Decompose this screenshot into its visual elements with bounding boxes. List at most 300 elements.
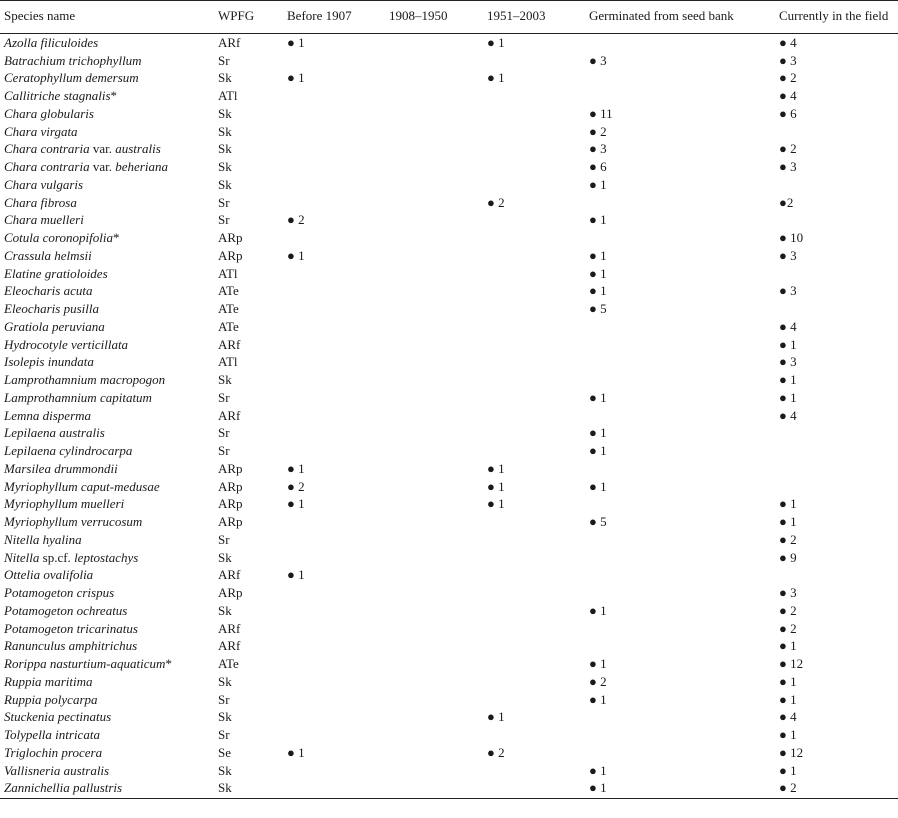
seed-bank-cell: ● 1 — [589, 389, 607, 405]
period-1908-1950-cell — [385, 229, 483, 247]
header-species: Species name — [0, 0, 214, 33]
before-1907-cell: ● 2 — [287, 478, 305, 494]
species-name-cell — [0, 406, 214, 424]
species-name-cell — [0, 424, 214, 442]
seed-bank-cell: ● 1 — [589, 283, 607, 299]
period-1951-2003-cell: ● 2 — [487, 194, 505, 210]
before-1907-cell — [283, 619, 385, 637]
before-1907-cell — [283, 726, 385, 744]
seed-bank-cell — [585, 584, 775, 602]
before-1907-cell — [283, 424, 385, 442]
wpfg-cell: Sk — [218, 762, 232, 778]
species-name-cell — [0, 761, 214, 779]
species-name-cell — [0, 477, 214, 495]
period-1951-2003-cell: ● 2 — [487, 744, 505, 760]
before-1907-cell: ● 1 — [287, 70, 305, 86]
wpfg-cell: ARp — [218, 230, 243, 246]
period-1908-1950-cell — [385, 69, 483, 87]
species-name: Eleocharis acuta — [4, 283, 93, 299]
field-cell: ● 2 — [779, 70, 797, 86]
field-cell: ● 12 — [779, 744, 804, 760]
table-row — [0, 371, 898, 389]
period-1908-1950-cell — [385, 318, 483, 336]
table-row — [0, 211, 898, 229]
period-1908-1950-cell — [385, 122, 483, 140]
field-cell: ● 3 — [779, 585, 797, 601]
species-name: Nitella hyalina — [4, 531, 82, 547]
wpfg-cell: ARf — [218, 638, 241, 654]
species-name-qualifier: * — [165, 656, 172, 672]
seed-bank-cell: ● 1 — [589, 247, 607, 263]
before-1907-cell: ● 1 — [287, 35, 305, 51]
seed-bank-cell — [585, 335, 775, 353]
species-name-cell — [0, 158, 214, 176]
species-name-cell — [0, 247, 214, 265]
before-1907-cell — [283, 193, 385, 211]
species-name-cell — [0, 353, 214, 371]
species-name: Rorippa nasturtium-aquaticum — [4, 656, 166, 672]
before-1907-cell — [283, 122, 385, 140]
species-name: Elatine gratioloides — [4, 265, 108, 281]
before-1907-cell — [283, 690, 385, 708]
field-cell: ● 9 — [779, 549, 797, 565]
seed-bank-cell: ● 1 — [589, 265, 607, 281]
species-name: Chara contraria — [4, 141, 90, 157]
wpfg-cell: Sk — [218, 141, 232, 157]
field-cell: ● 2 — [779, 531, 797, 547]
period-1908-1950-cell — [385, 87, 483, 105]
field-cell: ● 2 — [779, 141, 797, 157]
table-row — [0, 637, 898, 655]
before-1907-cell — [283, 300, 385, 318]
before-1907-cell — [283, 513, 385, 531]
before-1907-cell — [283, 371, 385, 389]
field-cell: ● 10 — [779, 230, 804, 246]
species-name-cell — [0, 69, 214, 87]
seed-bank-cell — [585, 87, 775, 105]
species-name: Ottelia ovalifolia — [4, 567, 94, 583]
table-row — [0, 779, 898, 799]
period-1951-2003-cell: ● 1 — [487, 35, 505, 51]
species-name-cell — [0, 442, 214, 460]
wpfg-cell: ATl — [218, 265, 238, 281]
table-row — [0, 690, 898, 708]
wpfg-cell: Sr — [218, 727, 230, 743]
field-cell: ● 2 — [779, 620, 797, 636]
before-1907-cell: ● 1 — [287, 460, 305, 476]
table-row — [0, 602, 898, 620]
species-name-qualifier: sp.cf. — [39, 549, 75, 565]
field-cell: ● 4 — [779, 318, 797, 334]
wpfg-cell: Sr — [218, 443, 230, 459]
period-1908-1950-cell — [385, 602, 483, 620]
before-1907-cell — [283, 584, 385, 602]
table-row — [0, 566, 898, 584]
period-1908-1950-cell — [385, 690, 483, 708]
table-row — [0, 264, 898, 282]
period-1951-2003-cell — [483, 51, 585, 69]
table-row — [0, 673, 898, 691]
period-1951-2003-cell — [483, 584, 585, 602]
field-cell — [775, 211, 898, 229]
period-1908-1950-cell — [385, 176, 483, 194]
period-1908-1950-cell — [385, 726, 483, 744]
period-1951-2003-cell — [483, 247, 585, 265]
field-cell: ● 3 — [779, 354, 797, 370]
seed-bank-cell — [585, 495, 775, 513]
species-name: Tolypella intricata — [4, 727, 100, 743]
species-name-cell — [0, 690, 214, 708]
period-1951-2003-cell: ● 1 — [487, 460, 505, 476]
species-name-cell — [0, 229, 214, 247]
table-header — [0, 1, 898, 34]
before-1907-cell: ● 1 — [287, 744, 305, 760]
before-1907-cell: ● 2 — [287, 212, 305, 228]
field-cell: ● 1 — [779, 691, 797, 707]
before-1907-cell — [283, 51, 385, 69]
species-name: Azolla filiculoides — [4, 35, 99, 51]
wpfg-cell: Sr — [218, 194, 230, 210]
period-1951-2003-cell — [483, 264, 585, 282]
field-cell — [775, 460, 898, 478]
seed-bank-cell — [585, 531, 775, 549]
wpfg-cell: Se — [218, 744, 231, 760]
field-cell — [775, 264, 898, 282]
table-row — [0, 708, 898, 726]
period-1908-1950-cell — [385, 566, 483, 584]
period-1951-2003-cell — [483, 122, 585, 140]
seed-bank-cell — [585, 34, 775, 52]
wpfg-cell: Sr — [218, 212, 230, 228]
wpfg-cell: ARf — [218, 567, 241, 583]
table-row — [0, 122, 898, 140]
period-1951-2003-cell — [483, 531, 585, 549]
field-cell: ● 4 — [779, 88, 797, 104]
period-1908-1950-cell — [385, 247, 483, 265]
seed-bank-cell — [585, 708, 775, 726]
species-name: Cotula coronopifolia — [4, 230, 113, 246]
seed-bank-cell: ● 5 — [589, 514, 607, 530]
table-row — [0, 176, 898, 194]
field-cell: ● 4 — [779, 709, 797, 725]
before-1907-cell — [283, 655, 385, 673]
species-name-qualifier: * — [110, 88, 118, 104]
table-row — [0, 619, 898, 637]
table-row — [0, 318, 898, 336]
table-row — [0, 531, 898, 549]
period-1908-1950-cell — [385, 761, 483, 779]
wpfg-cell: ATe — [218, 301, 239, 317]
species-name-cell — [0, 389, 214, 407]
seed-bank-cell — [585, 371, 775, 389]
species-name: Vallisneria australis — [4, 762, 110, 778]
species-name: Marsilea drummondii — [4, 460, 118, 476]
period-1908-1950-cell — [385, 442, 483, 460]
before-1907-cell — [283, 637, 385, 655]
period-1908-1950-cell — [385, 353, 483, 371]
species-name-cell — [0, 619, 214, 637]
before-1907-cell — [283, 140, 385, 158]
period-1951-2003-cell — [483, 140, 585, 158]
field-cell: ● 6 — [779, 105, 797, 121]
before-1907-cell — [283, 531, 385, 549]
period-1951-2003-cell — [483, 353, 585, 371]
before-1907-cell: ● 1 — [287, 247, 305, 263]
table-row — [0, 34, 898, 52]
table-row — [0, 406, 898, 424]
period-1908-1950-cell — [385, 424, 483, 442]
table-row — [0, 140, 898, 158]
period-1908-1950-cell — [385, 211, 483, 229]
period-1908-1950-cell — [385, 513, 483, 531]
period-1908-1950-cell — [385, 548, 483, 566]
species-name: Chara contraria — [4, 159, 90, 175]
header-seed-bank: Germinated from seed bank — [585, 0, 775, 33]
table-row — [0, 744, 898, 762]
period-1951-2003-cell: ● 1 — [487, 70, 505, 86]
field-cell: ● 2 — [779, 602, 797, 618]
field-cell: ● 4 — [779, 35, 797, 51]
seed-bank-cell: ● 1 — [589, 691, 607, 707]
table-row — [0, 51, 898, 69]
wpfg-cell: Sk — [218, 709, 232, 725]
seed-bank-cell — [585, 637, 775, 655]
period-1908-1950-cell — [385, 779, 483, 799]
before-1907-cell — [283, 176, 385, 194]
period-1951-2003-cell — [483, 566, 585, 584]
wpfg-cell: ATe — [218, 656, 239, 672]
period-1951-2003-cell — [483, 335, 585, 353]
table-row — [0, 158, 898, 176]
period-1908-1950-cell — [385, 371, 483, 389]
seed-bank-cell: ● 1 — [589, 656, 607, 672]
wpfg-cell: ARp — [218, 460, 243, 476]
field-cell — [775, 424, 898, 442]
field-cell: ● 1 — [779, 514, 797, 530]
species-epithet: leptostachys — [74, 549, 139, 565]
species-name-cell — [0, 87, 214, 105]
period-1908-1950-cell — [385, 673, 483, 691]
field-cell — [775, 477, 898, 495]
seed-bank-cell: ● 1 — [589, 425, 607, 441]
species-name-cell — [0, 584, 214, 602]
period-1951-2003-cell — [483, 105, 585, 123]
table-row — [0, 193, 898, 211]
species-name-cell — [0, 744, 214, 762]
table-row — [0, 424, 898, 442]
species-name-cell — [0, 495, 214, 513]
species-name: Ceratophyllum demersum — [4, 70, 139, 86]
species-name-cell — [0, 371, 214, 389]
species-name-cell — [0, 300, 214, 318]
before-1907-cell — [283, 548, 385, 566]
seed-bank-cell — [585, 193, 775, 211]
wpfg-cell: ARp — [218, 247, 243, 263]
period-1908-1950-cell — [385, 655, 483, 673]
period-1951-2003-cell — [483, 602, 585, 620]
species-name-cell — [0, 193, 214, 211]
period-1908-1950-cell — [385, 51, 483, 69]
before-1907-cell: ● 1 — [287, 567, 305, 583]
species-name: Potamogeton ochreatus — [4, 602, 128, 618]
species-name: Lamprothamnium capitatum — [4, 389, 152, 405]
species-name-cell — [0, 176, 214, 194]
seed-bank-cell — [585, 619, 775, 637]
seed-bank-cell: ● 5 — [589, 301, 607, 317]
field-cell: ●2 — [779, 194, 794, 210]
species-name-cell — [0, 602, 214, 620]
species-name: Myriophyllum caput-medusae — [4, 478, 160, 494]
field-cell: ● 1 — [779, 727, 797, 743]
seed-bank-cell: ● 1 — [589, 602, 607, 618]
species-name: Potamogeton crispus — [4, 585, 115, 601]
seed-bank-cell — [585, 229, 775, 247]
species-name: Eleocharis pusilla — [4, 301, 99, 317]
species-name: Ranunculus amphitrichus — [4, 638, 138, 654]
period-1908-1950-cell — [385, 264, 483, 282]
wpfg-cell: Sk — [218, 549, 232, 565]
before-1907-cell — [283, 105, 385, 123]
seed-bank-cell: ● 1 — [589, 478, 607, 494]
period-1908-1950-cell — [385, 584, 483, 602]
period-1908-1950-cell — [385, 406, 483, 424]
field-cell — [775, 176, 898, 194]
before-1907-cell — [283, 282, 385, 300]
species-name-cell — [0, 566, 214, 584]
species-name-cell — [0, 140, 214, 158]
header-wpfg: WPFG — [214, 0, 283, 33]
wpfg-cell: ATe — [218, 318, 239, 334]
species-name: Nitella — [4, 549, 40, 565]
species-name-cell — [0, 531, 214, 549]
period-1951-2003-cell — [483, 158, 585, 176]
species-name-cell — [0, 335, 214, 353]
header-1908-1950: 1908–1950 — [385, 0, 483, 33]
period-1908-1950-cell — [385, 619, 483, 637]
seed-bank-cell: ● 3 — [589, 52, 607, 68]
before-1907-cell — [283, 406, 385, 424]
period-1951-2003-cell — [483, 548, 585, 566]
seed-bank-cell — [585, 460, 775, 478]
species-name-cell — [0, 460, 214, 478]
species-name-cell — [0, 673, 214, 691]
period-1908-1950-cell — [385, 389, 483, 407]
wpfg-cell: Sk — [218, 123, 232, 139]
species-name: Myriophyllum verrucosum — [4, 514, 143, 530]
table-row — [0, 389, 898, 407]
species-name: Crassula helmsii — [4, 247, 92, 263]
species-name-cell — [0, 264, 214, 282]
period-1908-1950-cell — [385, 34, 483, 52]
before-1907-cell — [283, 779, 385, 799]
field-cell: ● 1 — [779, 638, 797, 654]
header-field: Currently in the field — [775, 0, 898, 33]
period-1951-2003-cell — [483, 318, 585, 336]
seed-bank-cell: ● 11 — [589, 105, 613, 121]
species-name-cell — [0, 211, 214, 229]
species-name: Ruppia polycarpa — [4, 691, 98, 707]
wpfg-cell: Sk — [218, 159, 232, 175]
wpfg-cell: ARf — [218, 407, 241, 423]
before-1907-cell — [283, 389, 385, 407]
species-name: Lemna disperma — [4, 407, 92, 423]
period-1951-2003-cell — [483, 300, 585, 318]
wpfg-cell: Sr — [218, 425, 230, 441]
before-1907-cell: ● 1 — [287, 496, 305, 512]
period-1908-1950-cell — [385, 300, 483, 318]
species-name-cell — [0, 708, 214, 726]
species-name-qualifier: * — [112, 230, 120, 246]
seed-bank-cell — [585, 318, 775, 336]
table-row — [0, 495, 898, 513]
wpfg-cell: Sr — [218, 531, 230, 547]
period-1951-2003-cell — [483, 406, 585, 424]
field-cell: ● 1 — [779, 389, 797, 405]
species-name: Triglochin procera — [4, 744, 103, 760]
seed-bank-cell — [585, 548, 775, 566]
period-1908-1950-cell — [385, 335, 483, 353]
period-1951-2003-cell — [483, 655, 585, 673]
table-row — [0, 584, 898, 602]
wpfg-cell: ARf — [218, 35, 241, 51]
table-row — [0, 353, 898, 371]
species-name-cell — [0, 779, 214, 799]
period-1908-1950-cell — [385, 477, 483, 495]
period-1951-2003-cell — [483, 637, 585, 655]
field-cell: ● 3 — [779, 159, 797, 175]
field-cell: ● 3 — [779, 52, 797, 68]
seed-bank-cell: ● 1 — [589, 762, 607, 778]
table-row — [0, 335, 898, 353]
field-cell: ● 3 — [779, 247, 797, 263]
species-name: Callitriche stagnalis — [4, 88, 111, 104]
seed-bank-cell — [585, 566, 775, 584]
species-name: Stuckenia pectinatus — [4, 709, 112, 725]
before-1907-cell — [283, 602, 385, 620]
wpfg-cell: ATe — [218, 283, 239, 299]
species-name: Chara virgata — [4, 123, 78, 139]
field-cell: ● 2 — [775, 779, 898, 799]
species-name: Chara globularis — [4, 105, 94, 121]
before-1907-cell — [283, 335, 385, 353]
species-name: Lepilaena cylindrocarpa — [4, 443, 133, 459]
seed-bank-cell — [585, 744, 775, 762]
species-name: Zannichellia pallustris — [4, 780, 123, 795]
field-cell: ● 1 — [779, 673, 797, 689]
species-name: Ruppia maritima — [4, 673, 93, 689]
period-1951-2003-cell — [483, 282, 585, 300]
species-name: Chara fibrosa — [4, 194, 77, 210]
header-1951-2003: 1951–2003 — [483, 0, 585, 33]
seed-bank-cell: ● 3 — [589, 141, 607, 157]
species-name: Potamogeton tricarinatus — [4, 620, 138, 636]
before-1907-cell — [283, 264, 385, 282]
species-name-cell — [0, 282, 214, 300]
wpfg-cell: ATl — [218, 88, 238, 104]
table-body — [0, 34, 898, 799]
field-cell: ● 4 — [779, 407, 797, 423]
table-row — [0, 282, 898, 300]
seed-bank-cell: ● 2 — [589, 673, 607, 689]
seed-bank-cell — [585, 353, 775, 371]
table-row — [0, 513, 898, 531]
species-name-cell — [0, 318, 214, 336]
field-cell: ● 12 — [779, 656, 804, 672]
before-1907-cell — [283, 442, 385, 460]
seed-bank-cell: ● 1 — [589, 443, 607, 459]
wpfg-cell: Sk — [218, 372, 232, 388]
species-name: Lamprothamnium macropogon — [4, 372, 166, 388]
